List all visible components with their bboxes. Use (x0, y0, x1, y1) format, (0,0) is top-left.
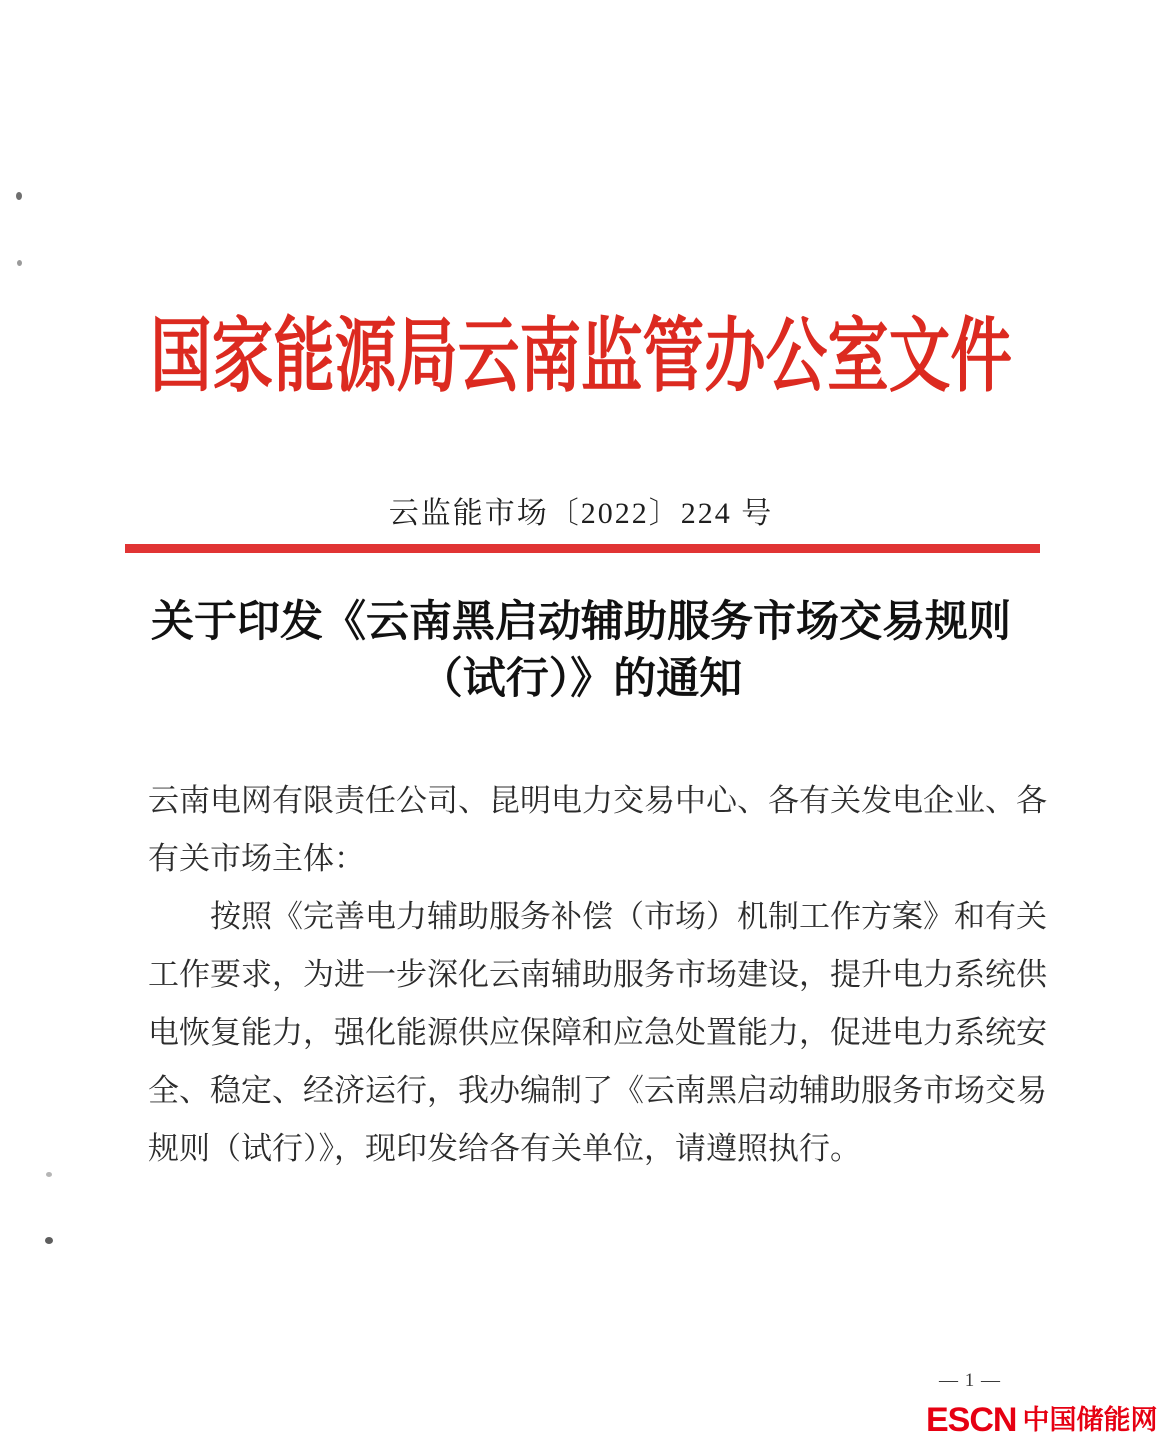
document-number: 云监能市场〔2022〕224 号 (388, 497, 774, 530)
document-body (148, 772, 1047, 1178)
body-line: 按照《完善电力辅助服务补偿（市场）机制工作方案》和有关 (210, 899, 1047, 934)
escn-watermark-logo (926, 1398, 1157, 1440)
body-line: 有关市场主体： (148, 841, 365, 876)
scan-artifact (45, 1237, 53, 1244)
red-divider-line (125, 544, 1040, 553)
document-title (0, 594, 1162, 708)
agency-header-row (0, 292, 1162, 408)
scan-artifact (46, 1172, 52, 1177)
page-number: — 1 — (939, 1370, 1001, 1391)
document-title-line-1: 关于印发《云南黑启动辅助服务市场交易规则 (151, 599, 1011, 646)
body-line: 规则（试行）》，现印发给各有关单位，请遵照执行。 (148, 1131, 861, 1166)
scan-artifact (16, 192, 22, 200)
escn-logo-text: ESCN (926, 1401, 1017, 1439)
body-line: 工作要求，为进一步深化云南辅助服务市场建设，提升电力系统供 (148, 957, 1047, 992)
body-line: 全、稳定、经济运行，我办编制了《云南黑启动辅助服务市场交易 (148, 1073, 1047, 1108)
escn-logo-chinese-text: 中国储能网 (1022, 1405, 1158, 1435)
body-line: 电恢复能力，强化能源供应保障和应急处置能力，促进电力系统安 (148, 1015, 1047, 1050)
body-line: 云南电网有限责任公司、昆明电力交易中心、各有关发电企业、各 (148, 783, 1047, 818)
scan-artifact (17, 260, 22, 266)
agency-header: 国家能源局云南监管办公室文件 (150, 312, 1012, 402)
document-title-line-2: （试行）》的通知 (419, 656, 743, 703)
